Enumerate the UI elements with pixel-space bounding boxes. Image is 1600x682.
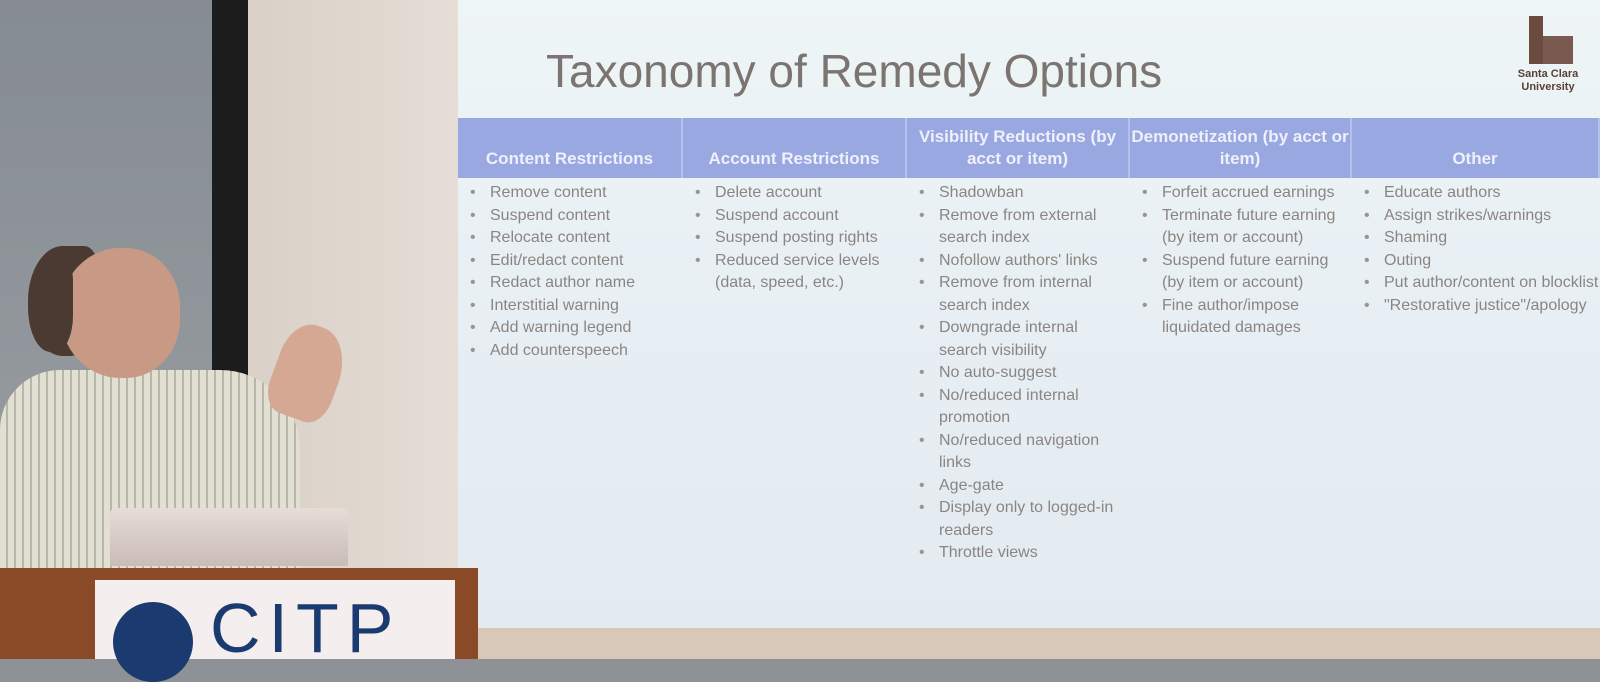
list-item: • Suspend posting rights [691,227,907,250]
speaker-head [60,248,180,378]
list-item: • Age-gate [915,475,1130,498]
list-item: • Fine author/impose liquidated damages [1138,295,1352,340]
column-header: Demonetization (by acct or item) [1130,118,1352,178]
list-item: • Terminate future earning (by item or account) [1138,205,1352,250]
list-item: • Delete account [691,182,907,205]
list-item: • Reduced service levels (data, speed, etc.) [691,250,907,295]
list-item: • Assign strikes/warnings [1360,205,1600,228]
column [683,182,907,565]
list-item: • Add counterspeech [466,340,683,363]
list-item: • Remove from internal search index [915,272,1130,317]
column-header: Visibility Reductions (by acct or item) [907,118,1130,178]
column [458,182,683,565]
list-item: • Edit/redact content [466,250,683,273]
list-item: • Relocate content [466,227,683,250]
table-header [458,118,1600,178]
list-item: • Suspend account [691,205,907,228]
citp-logo-icon [113,602,193,682]
speaker-hair-side [28,262,73,352]
list-item: • Downgrade internal search visibility [915,317,1130,362]
list-item: • Shaming [1360,227,1600,250]
list-item: • Remove content [466,182,683,205]
floor [458,628,1600,659]
list-item: • "Restorative justice"/apology [1360,295,1600,318]
list-item: • Interstitial warning [466,295,683,318]
slide-title: Taxonomy of Remedy Options [546,45,1163,97]
sign-text: CITP [210,589,402,667]
list-item: • Shadowban [915,182,1130,205]
column [907,182,1130,565]
column-header: Other [1352,118,1600,178]
list-item: • Redact author name [466,272,683,295]
list-item: • Display only to logged-in readers [915,497,1130,542]
list-item: • Nofollow authors' links [915,250,1130,273]
projected-slide [458,0,1600,628]
list-item: • Suspend future earning (by item or account) [1138,250,1352,295]
list-item: • Outing [1360,250,1600,273]
list-item: • Put author/content on blocklist [1360,272,1600,295]
list-item: • Educate authors [1360,182,1600,205]
university-logo: Santa Clara University [1508,6,1588,94]
list-item: • No auto-suggest [915,362,1130,385]
mission-building-icon [1523,6,1573,64]
column-header: Account Restrictions [683,118,907,178]
laptop [110,508,348,566]
list-item: • Suspend content [466,205,683,228]
column [1352,182,1600,565]
list-item: • Add warning legend [466,317,683,340]
column-header: Content Restrictions [458,118,683,178]
table-body [458,182,1600,565]
list-item: • No/reduced navigation links [915,430,1130,475]
list-item: • Forfeit accrued earnings [1138,182,1352,205]
list-item: • Remove from external search index [915,205,1130,250]
column [1130,182,1352,565]
list-item: • Throttle views [915,542,1130,565]
podium-sign [95,580,455,667]
list-item: • No/reduced internal promotion [915,385,1130,430]
